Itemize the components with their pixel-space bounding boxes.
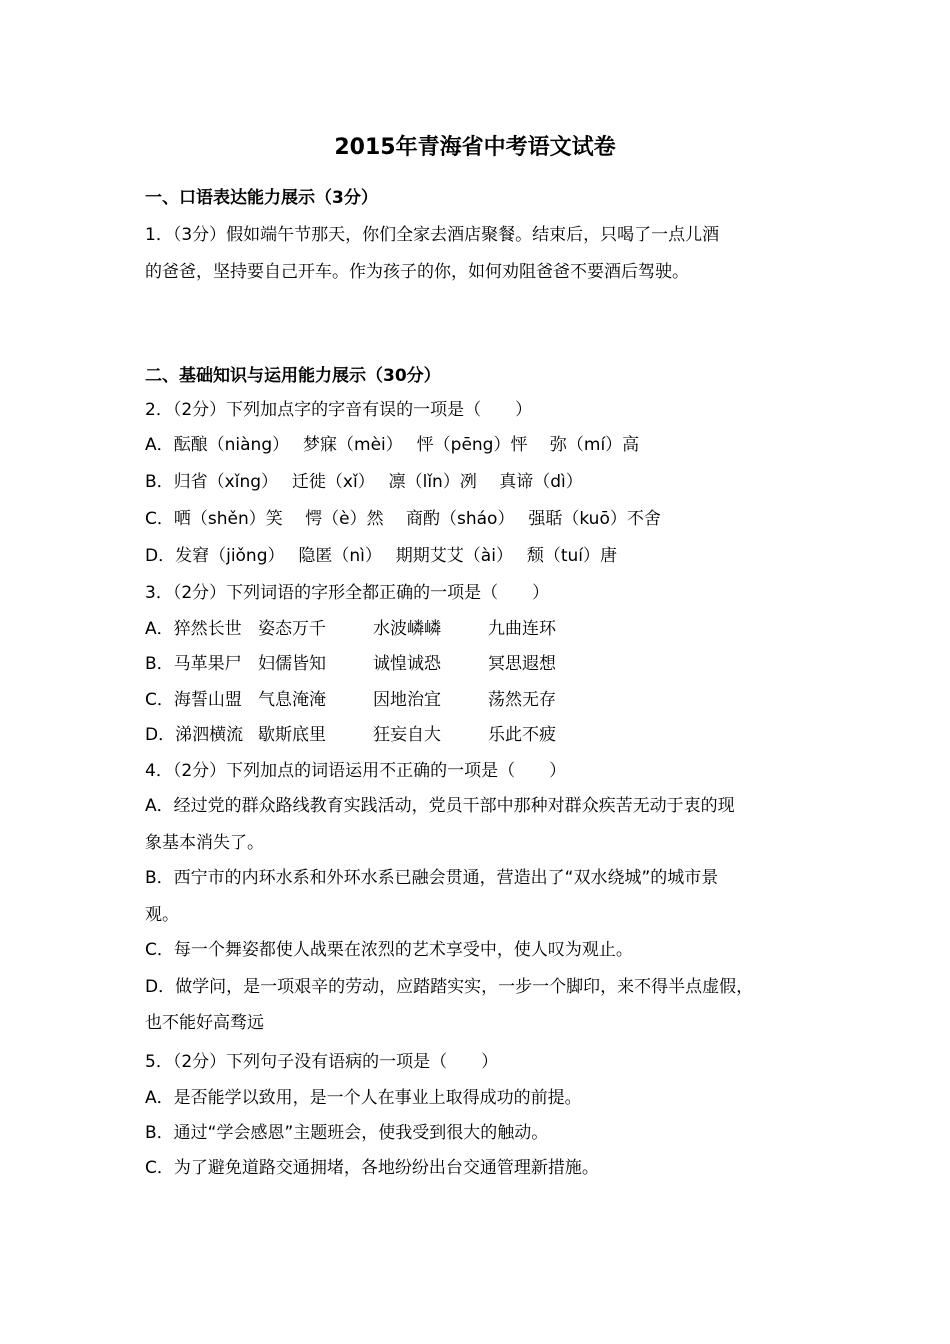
q5-option-c: C．为了避免道路交通拥堵，各地纷纷出台交通管理新措施。 xyxy=(145,1158,599,1178)
q4-option-a-line2: 象基本消失了。 xyxy=(145,833,264,853)
q1-text-line1: 1．（3分）假如端午节那天，你们全家去酒店聚餐。结束后，只喝了一点儿酒 xyxy=(145,225,720,245)
section-2-heading: 二、基础知识与运用能力展示（30分） xyxy=(145,366,441,386)
q3-c-term-1: C．海誓山盟 xyxy=(145,690,242,710)
q5-option-b: B．通过“学会感恩”主题班会，使我受到很大的触动。 xyxy=(145,1123,549,1143)
page-title: 2015年青海省中考语文试卷 xyxy=(334,135,616,160)
q3-d-term-4: 乐此不疲 xyxy=(488,725,556,745)
q3-c-term-4: 荡然无存 xyxy=(488,690,556,710)
section-1-heading: 一、口语表达能力展示（3分） xyxy=(145,188,378,208)
q3-option-a xyxy=(145,617,556,641)
q4-option-c: C．每一个舞姿都使人战栗在浓烈的艺术享受中，使人叹为观止。 xyxy=(145,940,633,960)
q4-option-b-line1: B．西宁市的内环水系和外环水系已融会贯通，营造出了“双水绕城”的城市景 xyxy=(145,868,719,888)
q3-b-term-4: 冥思遐想 xyxy=(488,654,556,674)
q3-b-term-1: B．马革果尸 xyxy=(145,654,242,674)
q2-stem: 2．（2分）下列加点字的字音有误的一项是（ ） xyxy=(145,400,533,420)
q2-option-b: B．归省（xǐng） 迁徙（xǐ） 凛（lǐn）冽 真谛（dì） xyxy=(145,472,583,492)
q2-option-c: C．哂（shěn）笑 愕（è）然 商酌（sháo） 强聒（kuō）不舍 xyxy=(145,509,661,529)
q3-stem: 3．（2分）下列词语的字形全都正确的一项是（ ） xyxy=(145,583,550,603)
q3-b-term-3: 诚惶诚恐 xyxy=(373,654,441,674)
q3-d-term-2: 歇斯底里 xyxy=(258,725,326,745)
q4-option-d-line2: 也不能好高骛远 xyxy=(145,1013,264,1033)
q3-a-term-3: 水波嶙嶙 xyxy=(373,619,441,639)
q3-option-c xyxy=(145,688,556,712)
q4-option-a-line1: A．经过党的群众路线教育实践活动，党员干部中那种对群众疾苦无动于衷的现 xyxy=(145,796,735,816)
q3-d-term-1: D．涕泗横流 xyxy=(145,725,244,745)
q3-d-term-3: 狂妄自大 xyxy=(373,725,441,745)
q3-c-term-2: 气息淹淹 xyxy=(258,690,326,710)
q2-option-d: D．发窘（jiǒng） 隐匿（nì） 期期艾艾（ài） 颓（tuí）唐 xyxy=(145,546,618,566)
q3-a-term-4: 九曲连环 xyxy=(488,619,556,639)
q3-a-term-1: A．猝然长世 xyxy=(145,619,242,639)
q4-stem: 4．（2分）下列加点的词语运用不正确的一项是（ ） xyxy=(145,761,567,781)
q2-option-a: A．酝酿（niàng） 梦寐（mèi） 怦（pēng）怦 弥（mí）高 xyxy=(145,435,640,455)
q3-option-b xyxy=(145,652,556,676)
q3-option-d xyxy=(145,723,556,747)
q1-text-line2: 的爸爸，坚持要自己开车。作为孩子的你，如何劝阻爸爸不要酒后驾驶。 xyxy=(145,262,689,282)
q3-b-term-2: 妇儒皆知 xyxy=(258,654,326,674)
q4-option-b-line2: 观。 xyxy=(145,905,179,925)
q5-option-a: A．是否能学以致用，是一个人在事业上取得成功的前提。 xyxy=(145,1088,582,1108)
q3-a-term-2: 姿态万千 xyxy=(258,619,326,639)
q4-option-d-line1: D．做学问，是一项艰辛的劳动，应踏踏实实，一步一个脚印，来不得半点虚假， xyxy=(145,977,754,997)
q5-stem: 5．（2分）下列句子没有语病的一项是（ ） xyxy=(145,1052,499,1072)
q3-c-term-3: 因地治宜 xyxy=(373,690,441,710)
